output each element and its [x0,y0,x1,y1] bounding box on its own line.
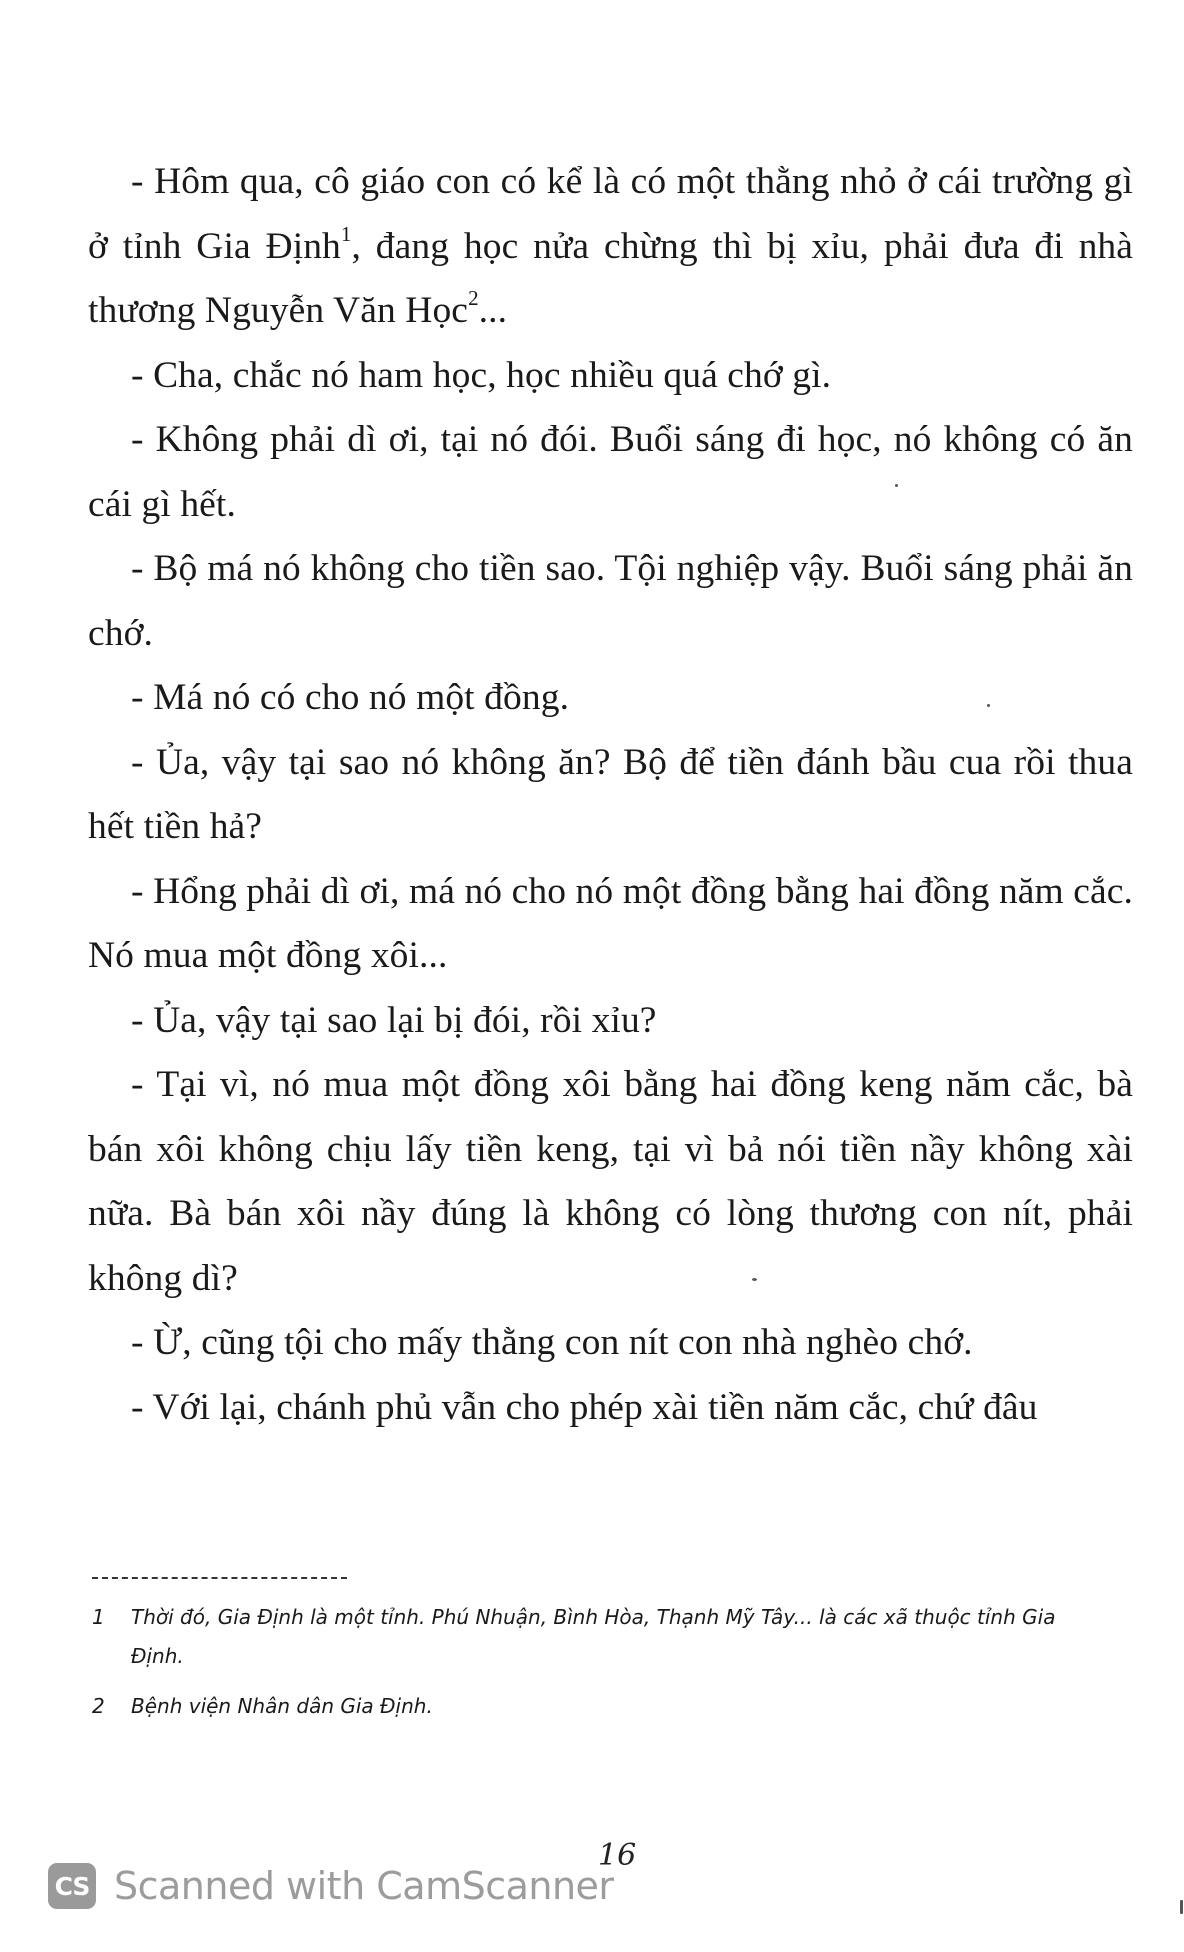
footnote-number: 1 [92,1605,105,1629]
paragraph: - Ừ, cũng tội cho mấy thằng con nít con nhà nghèo chớ. [131,1322,973,1363]
scan-speck [752,1278,757,1281]
paragraph: - Má nó có cho nó một đồng. [131,677,570,718]
footnote-ref: 1 [340,221,352,246]
camscanner-watermark [48,1858,614,1914]
footnotes [92,1598,1112,1737]
scan-speck [987,704,990,707]
paragraph: - Không phải dì ơi, tại nó đói. Buổi sáng đi học, nó không có ăn cái gì hết. [88,419,1133,525]
paragraph: - Hổng phải dì ơi, má nó cho nó một đồng bằng hai đồng năm cắc. Nó mua một đồng xôi... [88,870,1133,976]
paragraph: - Bộ má nó không cho tiền sao. Tội nghiệp vậy. Buổi sáng phải ăn chớ. [88,548,1133,654]
footnote-ref: 2 [468,286,479,310]
paragraph: - Cha, chắc nó ham học, học nhiều quá chớ gì. [131,354,832,396]
camscanner-logo-icon: CS [48,1863,96,1909]
paragraph: - Ủa, vậy tại sao nó không ăn? Bộ để tiền đánh bầu cua rồi thua hết tiền hả? [88,741,1133,847]
scan-speck [1180,1900,1183,1914]
page-number: 16 [598,1838,637,1873]
footnote [92,1598,1112,1676]
paragraph: - Tại vì, nó mua một đồng xôi bằng hai đồng keng năm cắc, bà bán xôi không chịu lấy tiền keng, tại vì bả nói tiền nầy không xài nữa. Bà bán xôi nầy đúng là không có lòng thương con nít, phải không dì? [88,1064,1133,1299]
scan-speck [895,484,898,487]
paragraph: - Ủa, vậy tại sao lại bị đói, rồi xỉu? [131,999,657,1041]
footnote [92,1687,1112,1726]
paragraph: - Với lại, chánh phủ vẫn cho phép xài tiền năm cắc, chứ đâu [131,1386,1038,1428]
body-text [88,150,1133,1440]
watermark-text: Scanned with CamScanner [114,1864,614,1908]
footnote-text: Bệnh viện Nhân dân Gia Định. [131,1694,433,1718]
footnote-divider [92,1577,347,1579]
footnote-text: Thời đó, Gia Định là một tỉnh. Phú Nhuận, Bình Hòa, Thạnh Mỹ Tây... là các xã thuộc tỉnh Gia Định. [131,1605,1056,1668]
paragraph: - Hôm qua, cô giáo con có kể là có một thằng nhỏ ở cái trường gì ở tỉnh Gia Định$^1$, đang học nửa chừng thì bị xỉu, phải đưa đi nhà thương Nguyễn Văn Học$^2$... [88,161,1134,331]
footnote-number: 2 [92,1694,105,1718]
